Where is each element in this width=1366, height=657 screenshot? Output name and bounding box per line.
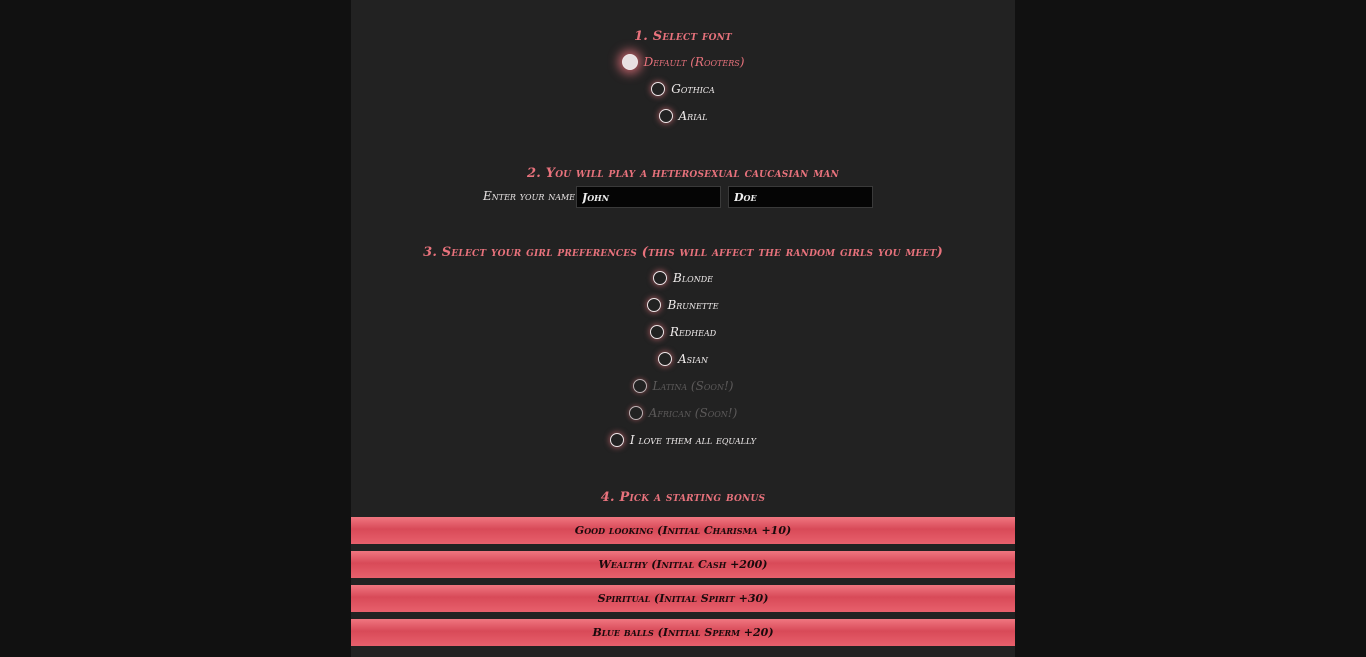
bonus-section-title: 4. Pick a starting bonus <box>600 490 766 505</box>
preference-option-label: Blonde <box>673 271 713 285</box>
radio-icon[interactable] <box>653 271 667 285</box>
setup-panel <box>351 0 1015 657</box>
preference-option-label: African (Soon!) <box>648 406 738 420</box>
preference-option-redhead[interactable] <box>351 322 1015 342</box>
bonus-blue-balls-button[interactable]: Blue balls (Initial Sperm +20) <box>351 619 1015 646</box>
radio-icon[interactable] <box>647 298 661 312</box>
bonus-wealthy-button[interactable]: Wealthy (Initial Cash +200) <box>351 551 1015 578</box>
preference-option-label: Redhead <box>669 325 717 339</box>
font-option-label: Gothica <box>671 82 715 96</box>
preference-option-african <box>351 403 1015 423</box>
radio-selected-icon[interactable] <box>622 54 638 70</box>
radio-icon[interactable] <box>650 325 664 339</box>
radio-icon[interactable] <box>659 109 673 123</box>
font-option-label: Default (Rooters) <box>643 55 745 69</box>
font-option-arial[interactable] <box>351 106 1015 126</box>
radio-disabled-icon <box>633 379 647 393</box>
font-option-gothica[interactable] <box>351 79 1015 99</box>
font-option-default[interactable] <box>351 52 1015 72</box>
preference-option-blonde[interactable] <box>351 268 1015 288</box>
preference-option-label: Brunette <box>667 298 719 312</box>
preference-option-label: Latina (Soon!) <box>652 379 734 393</box>
preference-option-all[interactable] <box>351 430 1015 450</box>
preference-option-asian[interactable] <box>351 349 1015 369</box>
font-section-title: 1. Select font <box>634 29 732 44</box>
preference-option-label: Asian <box>677 352 709 366</box>
radio-icon[interactable] <box>610 433 624 447</box>
name-section-title: 2. You will play a heterosexual caucasian man <box>527 166 839 181</box>
preferences-section-title: 3. Select your girl preferences (this will affect the random girls you meet) <box>423 245 943 260</box>
radio-icon[interactable] <box>658 352 672 366</box>
bonus-good-looking-button[interactable]: Good looking (Initial Charisma +10) <box>351 517 1015 544</box>
radio-icon[interactable] <box>651 82 665 96</box>
preference-option-label: I love them all equally <box>629 433 757 447</box>
preference-option-latina <box>351 376 1015 396</box>
radio-disabled-icon <box>629 406 643 420</box>
name-row <box>351 185 1015 209</box>
first-name-input[interactable] <box>576 186 721 208</box>
last-name-input[interactable] <box>728 186 873 208</box>
preference-option-brunette[interactable] <box>351 295 1015 315</box>
bonus-spiritual-button[interactable]: Spiritual (Initial Spirit +30) <box>351 585 1015 612</box>
font-option-label: Arial <box>678 109 708 123</box>
name-label: Enter your name <box>483 189 576 203</box>
